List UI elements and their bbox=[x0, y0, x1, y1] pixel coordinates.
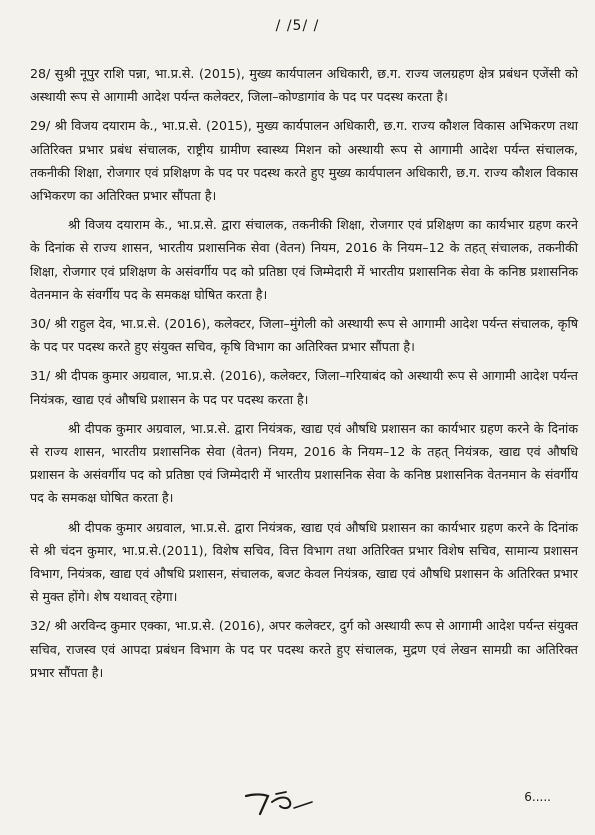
order-body bbox=[30, 62, 578, 690]
order-item-29: 29/ श्री विजय दयाराम के., भा.प्र.से. (2015), मुख्य कार्यपालन अधिकारी, छ.ग. राज्य कौशल विकास अभिकरण तथा अतिरिक्त प्रभार प्रबंध संचालक, राष्ट्रीय ग्रामीण स्वास्थ्य मिशन को अस्थायी रूप से आगामी आदेश पर्यन्त संचालक, तकनीकी शिक्षा, रोजगार एवं प्रशिक्षण के पद पर पदस्थ करते हुए मुख्य कार्यपालन अधिकारी, छ.ग. राज्य कौशल विकास अभिकरण का अतिरिक्त प्रभार सौंपता है। bbox=[30, 118, 578, 204]
order-item-31: 31/ श्री दीपक कुमार अग्रवाल, भा.प्र.से. (2016), कलेक्टर, जिला–गरियाबंद को अस्थायी रूप से आगामी आदेश पर्यन्त नियंत्रक, खाद्य एवं औषधि प्रशासन के पद पर पदस्थ करता है। bbox=[30, 368, 578, 407]
order-item-31-note-1: श्री दीपक कुमार अग्रवाल, भा.प्र.से. द्वारा नियंत्रक, खाद्य एवं औषधि प्रशासन का कार्यभार ग्रहण करने के दिनांक से राज्य शासन, भारतीय प्रशासनिक सेवा (वेतन) नियम, 2016 के नियम–12 के तहत् नियंत्रक, खाद्य एवं औषधि प्रशासन के असंवर्गीय पद को प्रतिष्ठा एवं जिम्मेदारी में भारतीय प्रशासनिक सेवा के कनिष्ठ प्रशासनिक वेतनमान के संवर्गीय पद के समकक्ष घोषित करता है। bbox=[30, 420, 578, 506]
initials-signature bbox=[240, 788, 330, 818]
order-item-29-note: श्री विजय दयाराम के., भा.प्र.से. द्वारा संचालक, तकनीकी शिक्षा, रोजगार एवं प्रशिक्षण का कार्यभार ग्रहण करने के दिनांक से राज्य शासन, भारतीय प्रशासनिक सेवा (वेतन) नियम, 2016 के नियम–12 के तहत् संचालक, तकनीकी शिक्षा, रोजगार एवं प्रशिक्षण के असंवर्गीय पद को प्रतिष्ठा एवं जिम्मेदारी में भारतीय प्रशासनिक सेवा के कनिष्ठ प्रशासनिक वेतनमान के संवर्गीय पद के समकक्ष घोषित करता है। bbox=[30, 217, 578, 302]
page-number: / /5/ / bbox=[275, 18, 320, 34]
order-item-31-note-2: श्री दीपक कुमार अग्रवाल, भा.प्र.से. द्वारा नियंत्रक, खाद्य एवं औषधि प्रशासन का कार्यभार ग्रहण करने के दिनांक से श्री चंदन कुमार, भा.प्र.से.(2011), विशेष सचिव, वित्त विभाग तथा अतिरिक्त प्रभार विशेष सचिव, सामान्य प्रशासन विभाग, नियंत्रक, खाद्य एवं औषधि प्रशासन, संचालक, बजट केवल नियंत्रक, खाद्य एवं औषधि प्रशासन के अतिरिक्त प्रभार से मुक्त होंगे। शेष यथावत् रहेगा। bbox=[30, 519, 578, 605]
order-item-30: 30/ श्री राहुल देव, भा.प्र.से. (2016), कलेक्टर, जिला–मुंगेली को अस्थायी रूप से आगामी आदेश पर्यन्त संचालक, कृषि के पद पर पदस्थ करते हुए संयुक्त सचिव, कृषि विभाग का अतिरिक्त प्रभार सौंपता है। bbox=[30, 316, 578, 355]
order-item-32: 32/ श्री अरविन्द कुमार एक्का, भा.प्र.से. (2016), अपर कलेक्टर, दुर्ग को अस्थायी रूप से आगामी आदेश पर्यन्त संयुक्त सचिव, राजस्व एवं आपदा प्रबंधन विभाग के पद पर पदस्थ करते हुए संचालक, मुद्रण एवं लेखन सामग्री का अतिरिक्त प्रभार सौंपता है। bbox=[30, 618, 578, 680]
page-continuation: 6..... bbox=[524, 790, 551, 804]
order-item-28: 28/ सुश्री नूपुर राशि पन्ना, भा.प्र.से. (2015), मुख्य कार्यपालन अधिकारी, छ.ग. राज्य जलग्रहण क्षेत्र प्रबंधन एजेंसी को अस्थायी रूप से आगामी आदेश पर्यन्त कलेक्टर, जिला–कोण्डागांव के पद पर पदस्थ करता है। bbox=[30, 66, 578, 105]
